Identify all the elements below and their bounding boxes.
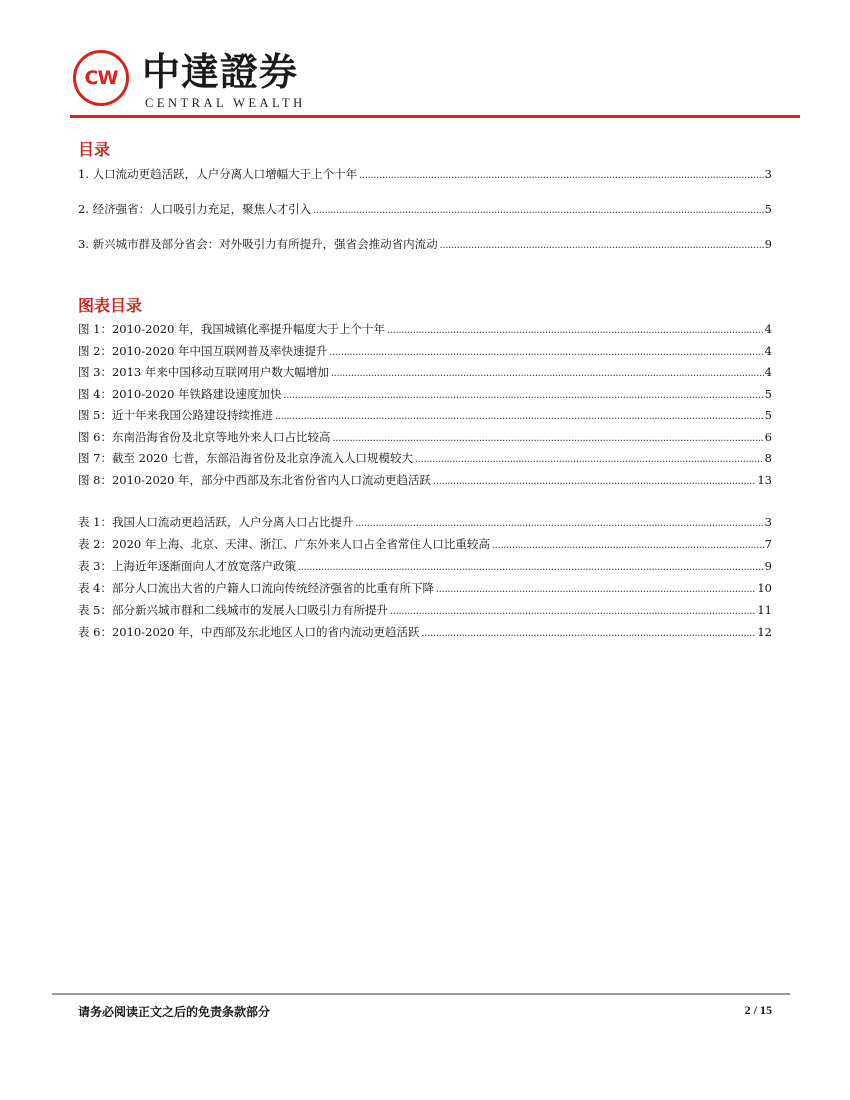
table-item-page: 11 (757, 603, 772, 617)
table-item-page: 9 (764, 559, 772, 573)
toc-leader (275, 407, 764, 425)
table-item-text: 表 3：上海近年逐渐面向人才放宽落户政策 (78, 559, 296, 573)
table-item[interactable] (78, 623, 772, 641)
table-item[interactable] (78, 579, 772, 597)
figure-item[interactable] (78, 471, 772, 489)
figure-item-text: 图 6：东南沿海省份及北京等地外来人口占比较高 (78, 429, 331, 444)
toc-leader (387, 321, 764, 339)
table-item-page: 10 (757, 581, 772, 595)
toc-leader (355, 514, 763, 532)
toc-item-text: 1. 人口流动更趋活跃，人户分离人口增幅大于上个十年 (78, 167, 358, 181)
table-item-page: 3 (764, 515, 772, 529)
toc-leader (433, 472, 756, 490)
disclaimer-note: 请务必阅读正文之后的免责条款部分 (78, 1005, 271, 1019)
table-item-text: 表 6：2010-2020 年，中西部及东北地区人口的省内流动更趋活跃 (78, 625, 420, 639)
company-name: 中達證券 (142, 49, 299, 94)
logo-mark: CW (84, 67, 118, 89)
figure-item-text: 图 1：2010-2020 年，我国城镇化率提升幅度大于上个十年 (78, 322, 386, 336)
toc-leader (440, 236, 764, 254)
figure-item-page: 6 (764, 429, 772, 444)
toc-item[interactable] (78, 235, 772, 253)
table-item-text: 表 4：部分人口流出大省的户籍人口流向传统经济强省的比重有所下降 (78, 581, 434, 595)
toc-leader (313, 201, 764, 219)
table-item[interactable] (78, 513, 772, 531)
figure-item-text: 图 7：截至 2020 七普，东部沿海省份及北京净流入人口规模较大 (78, 451, 414, 465)
toc-leader (359, 166, 764, 184)
toc-item-text: 3. 新兴城市群及部分省会：对外吸引力有所提升，强省会推动省内流动 (78, 237, 438, 251)
figure-item-page: 4 (764, 343, 772, 358)
figure-item-page: 8 (764, 451, 772, 465)
figure-item[interactable] (78, 449, 772, 467)
table-item[interactable] (78, 557, 772, 575)
table-item-page: 12 (757, 625, 772, 639)
figure-item-text: 图 2：2010-2020 年中国互联网普及率快速提升 (78, 343, 328, 358)
figure-item-text: 图 4：2010-2020 年铁路建设速度加快 (78, 386, 282, 401)
figure-item-text: 图 3：2013 年来中国移动互联网用户数大幅增加 (78, 365, 329, 379)
toc-leader (332, 429, 763, 447)
toc-item-page: 3 (764, 167, 772, 181)
toc-leader (330, 343, 764, 361)
table-item-text: 表 1：我国人口流动更趋活跃，人户分离人口占比提升 (78, 515, 354, 529)
toc-leader (415, 450, 764, 468)
toc-title: 目录 (78, 140, 111, 159)
header-divider (70, 115, 800, 118)
table-item[interactable] (78, 601, 772, 619)
toc-item-page: 5 (764, 202, 772, 216)
toc-leader (331, 364, 764, 382)
toc-item-page: 9 (764, 237, 772, 251)
figure-item-page: 4 (764, 322, 772, 336)
figure-item[interactable] (78, 428, 772, 446)
figure-item[interactable] (78, 406, 772, 424)
footer-divider (52, 993, 790, 995)
figure-item[interactable] (78, 320, 772, 338)
logo-icon (73, 50, 129, 106)
toc-leader (390, 602, 756, 620)
table-item[interactable] (78, 535, 772, 553)
figure-item-page: 4 (764, 365, 772, 379)
figure-item-page: 5 (764, 408, 772, 422)
figure-item[interactable] (78, 363, 772, 381)
table-item-text: 表 2：2020 年上海、北京、天津、浙江、广东外来人口占全省常住人口比重较高 (78, 537, 490, 551)
figure-item[interactable] (78, 342, 772, 360)
toc-leader (284, 386, 764, 404)
figure-item-page: 13 (757, 472, 772, 487)
figure-item[interactable] (78, 385, 772, 403)
toc-leader (436, 580, 756, 598)
toc-leader (422, 624, 757, 642)
toc-item-text: 2. 经济强省：人口吸引力充足，聚焦人才引入 (78, 202, 312, 216)
page-number: 2 / 15 (744, 1003, 772, 1017)
table-item-page: 7 (764, 537, 772, 551)
toc-leader (492, 536, 764, 554)
figures-title: 图表目录 (78, 296, 143, 315)
toc-item[interactable] (78, 200, 772, 218)
toc-leader (298, 558, 764, 576)
figure-item-page: 5 (764, 386, 772, 401)
figure-item-text: 图 5：近十年来我国公路建设持续推进 (78, 408, 273, 422)
company-name-en: CENTRAL WEALTH (145, 96, 306, 110)
figure-item-text: 图 8：2010-2020 年，部分中西部及东北省份省内人口流动更趋活跃 (78, 472, 432, 487)
toc-item[interactable] (78, 165, 772, 183)
header (70, 42, 800, 116)
table-item-text: 表 5：部分新兴城市群和二线城市的发展人口吸引力有所提升 (78, 603, 388, 617)
